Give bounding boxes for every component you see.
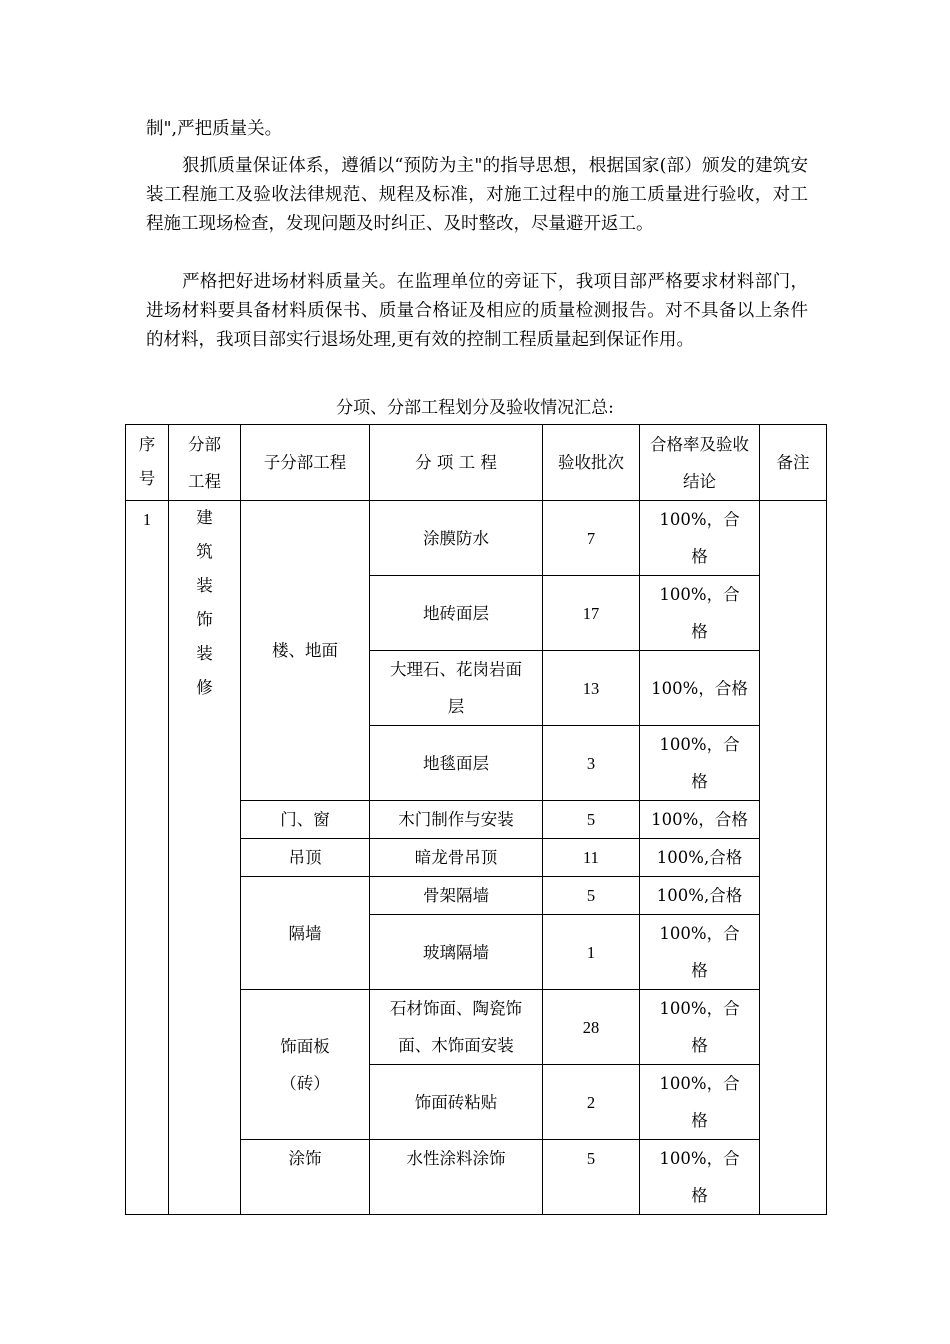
cell-result: 100%，合格 bbox=[640, 990, 760, 1065]
cell-batches: 1 bbox=[543, 915, 640, 990]
cell-division: 建筑装饰装修 bbox=[169, 501, 241, 1215]
cell-batches: 7 bbox=[543, 501, 640, 576]
header-seq: 序号 bbox=[126, 425, 169, 501]
cell-batches: 5 bbox=[543, 877, 640, 915]
cell-subdivision: 饰面板（砖） bbox=[241, 990, 370, 1140]
cell-subdivision: 隔墙 bbox=[241, 877, 370, 990]
header-result: 合格率及验收结论 bbox=[640, 425, 760, 501]
cell-batches: 11 bbox=[543, 839, 640, 877]
paragraph-quality-system: 狠抓质量保证体系，遵循以“预防为主"的指导思想，根据国家(部）颁发的建筑安装工程施工及验收法律规范、规程及标准，对施工过程中的施工质量进行验收，对工程施工现场检查，发现问题及时纠正、及时整改，尽量避开返工。 bbox=[146, 156, 808, 234]
paragraph-continuation: 制",严把质量关。 bbox=[146, 119, 283, 139]
table-row bbox=[126, 501, 827, 576]
cell-item: 水性涂料涂饰 bbox=[370, 1140, 543, 1215]
cell-batches: 17 bbox=[543, 576, 640, 651]
cell-item: 涂膜防水 bbox=[370, 501, 543, 576]
cell-item: 木门制作与安装 bbox=[370, 801, 543, 839]
cell-subdivision: 楼、地面 bbox=[241, 501, 370, 801]
cell-result: 100%，合格 bbox=[640, 726, 760, 801]
header-division: 分部工程 bbox=[169, 425, 241, 501]
cell-result: 100%，合格 bbox=[640, 651, 760, 726]
header-item: 分 项 工 程 bbox=[370, 425, 543, 501]
cell-item: 地砖面层 bbox=[370, 576, 543, 651]
acceptance-summary-table bbox=[125, 424, 827, 1215]
header-subdivision: 子分部工程 bbox=[241, 425, 370, 501]
header-remark: 备注 bbox=[760, 425, 827, 501]
cell-result: 100%，合格 bbox=[640, 576, 760, 651]
header-batches: 验收批次 bbox=[543, 425, 640, 501]
cell-item: 石材饰面、陶瓷饰面、木饰面安装 bbox=[370, 990, 543, 1065]
cell-result: 100%，合格 bbox=[640, 915, 760, 990]
cell-batches: 3 bbox=[543, 726, 640, 801]
cell-item: 玻璃隔墙 bbox=[370, 915, 543, 990]
cell-result: 100%,合格 bbox=[640, 877, 760, 915]
cell-result: 100%，合格 bbox=[640, 1065, 760, 1140]
cell-result: 100%,合格 bbox=[640, 839, 760, 877]
cell-result: 100%，合格 bbox=[640, 801, 760, 839]
cell-result: 100%，合格 bbox=[640, 1140, 760, 1215]
paragraph-material-control: 严格把好进场材料质量关。在监理单位的旁证下，我项目部严格要求材料部门，进场材料要具备材料质保书、质量合格证及相应的质量检测报告。对不具备以上条件的材料，我项目部实行退场处理,更有效的控制工程质量起到保证作用。 bbox=[146, 272, 808, 350]
cell-batches: 28 bbox=[543, 990, 640, 1065]
table-header-row bbox=[126, 425, 827, 501]
cell-item: 骨架隔墙 bbox=[370, 877, 543, 915]
cell-batches: 5 bbox=[543, 1140, 640, 1215]
cell-batches: 5 bbox=[543, 801, 640, 839]
cell-subdivision: 涂饰 bbox=[241, 1140, 370, 1215]
cell-result: 100%，合格 bbox=[640, 501, 760, 576]
cell-remark bbox=[760, 501, 827, 1215]
cell-item: 地毯面层 bbox=[370, 726, 543, 801]
cell-subdivision: 吊顶 bbox=[241, 839, 370, 877]
cell-batches: 2 bbox=[543, 1065, 640, 1140]
cell-batches: 13 bbox=[543, 651, 640, 726]
table-caption: 分项、分部工程划分及验收情况汇总: bbox=[336, 398, 614, 418]
cell-item: 大理石、花岗岩面层 bbox=[370, 651, 543, 726]
cell-subdivision: 门、窗 bbox=[241, 801, 370, 839]
cell-item: 饰面砖粘贴 bbox=[370, 1065, 543, 1140]
cell-seq: 1 bbox=[126, 501, 169, 1215]
cell-item: 暗龙骨吊顶 bbox=[370, 839, 543, 877]
